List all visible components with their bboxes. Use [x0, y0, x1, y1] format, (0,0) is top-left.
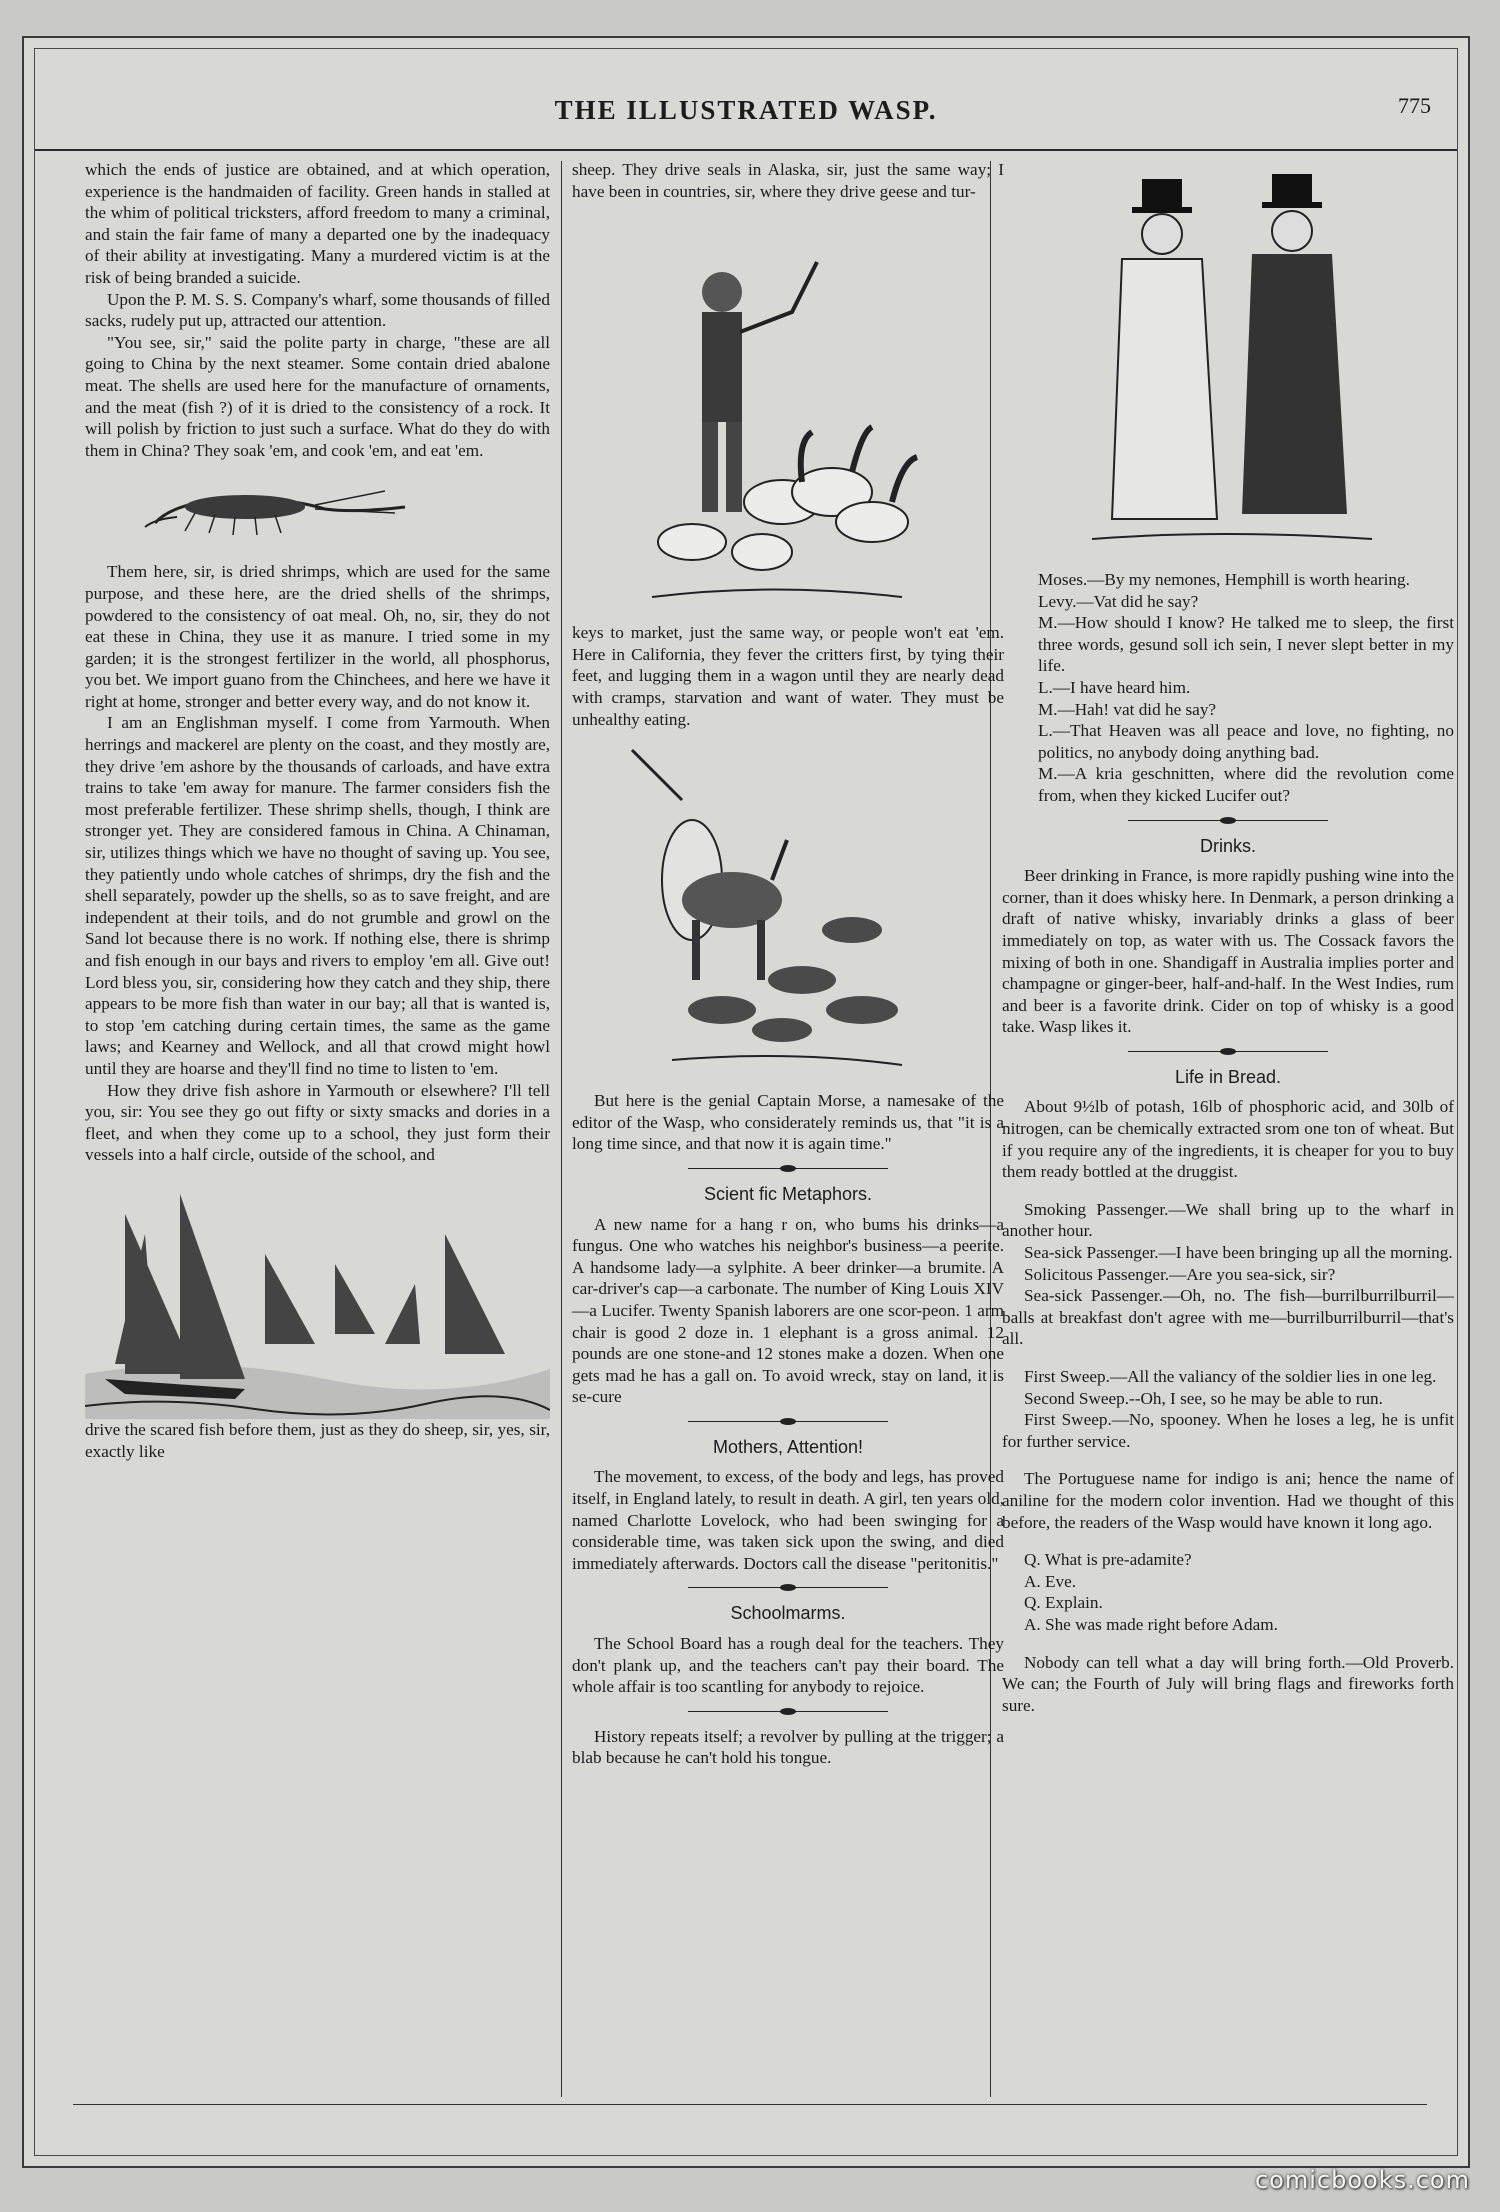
paragraph: Sea-sick Passenger.—Oh, no. The fish—burrilburrilburril—balls at breakfast don't agree with me—burrilburrilburril—that's all. — [1002, 1286, 1454, 1349]
dialogue-line: Moses.—By my nemones, Hemphill is worth hearing. — [1038, 570, 1410, 589]
dialogue-line: L.—I have heard him. — [1038, 677, 1191, 697]
column-rule — [561, 161, 562, 2097]
paragraph: keys to market, just the same way, or people won't eat 'em. Here in California, they fever the critters first, by tying their feet, and lugging them in a wagon until they are nearly dead with cramps, starvation and want of water. They must be unhealthy eating. — [572, 623, 1004, 729]
bottom-rule — [73, 2104, 1427, 2105]
paragraph: Sea-sick Passenger.—I have been bringing up all the morning. — [1024, 1243, 1453, 1263]
paragraph: drive the scared fish before them, just as they do sheep, sir, yes, sir, exactly like — [85, 1419, 550, 1461]
geese-driver-illustration — [572, 202, 1004, 622]
paragraph: sheep. They drive seals in Alaska, sir, just the same way; I have been in countries, sir, where they drive geese and tur- — [572, 160, 1004, 201]
column-1 — [85, 159, 550, 2095]
paragraph: A new name for a hang r on, who bums his drinks—a fungus. One who watches his neighbor's business—a peerite. A handsome lady—a sylphite. A beer drinker—a brumite. A car-driver's cap—a carbonate. The number of King Louis XIV—a Lucifer. Twenty Spanish laborers are one scor-peon. 1 arm chair is good 2 doze in. 1 elephant is a gross animal. 12 pounds are one stone-and 12 stones make a dozen. When one gets mad he has a gall on. To avoid wreck, stay on land, it is se-cure — [572, 1214, 1004, 1407]
paragraph: I am an Englishman myself. I come from Yarmouth. When herrings and mackerel are plenty on the coast, and they mostly are, they drive 'em ashore by the thousands of carloads, and have extra trains to take 'em away for manure. The farmer considers fish the most preferable fertilizer. These shrimp shells, though, I think are stronger yet. They are considered famous in China. A Chinaman, sir, utilizes things which we have no thought of saving up. You see, they patiently undo whole catches of shrimps, dry the fish and the shell separately, powder up the shells, so as to save freight, and are independent at their toils, and do not grumble and growl on the Sand lot because there is no work. If nothing else, there is shrimp and fish enough in our bays and rivers to employ 'em all. Give out! Lord bless you, sir, considering how they catch and they ship, there appears to be more fish than water in our bay; all that is wanted is, to stop 'em catching during certain times, the same as the game laws; and Kearney and Wellock, and all that crowd might howl until they are hoarse and they'll find no time to listen to 'em. — [85, 713, 550, 1078]
section-heading: Scient fic Metaphors. — [703, 1183, 873, 1204]
publication-title: THE ILLUSTRATED WASP. — [554, 95, 938, 125]
dialogue-line: Levy.—Vat did he say? — [1038, 591, 1199, 611]
section-heading: Schoolmarms. — [730, 1603, 846, 1624]
dialogue-line: M.—A kria geschnitten, where did the revolution come from, when they kicked Lucifer out? — [1038, 764, 1454, 805]
paragraph: which the ends of justice are obtained, and at which operation, experience is the handmaiden of facility. Green hands in stalled at the whim of political tricksters, afford freedom to many a criminal, and stain the fair fame of many a departed one by the inadequacy of their ability at investigating. Many a murdered victim is at the risk of being branded a suicide. — [85, 160, 550, 287]
site-watermark: comicbooks.com — [1254, 2166, 1470, 2194]
section-heading: Mothers, Attention! — [712, 1436, 864, 1457]
section-heading: Drinks. — [1199, 835, 1256, 856]
ornamental-divider — [688, 1583, 888, 1593]
paragraph: About 9½lb of potash, 16lb of phosphoric acid, and 30lb of nitrogen, can be chemically extracted srom one ton of wheat. But if you require any of the ingredients, it is cheaper for you to buy them ready bottled at the druggist. — [1002, 1097, 1454, 1182]
ornamental-divider — [1128, 1047, 1328, 1057]
paragraph: How they drive fish ashore in Yarmouth or elsewhere? I'll tell you, sir: You see they go out fifty or sixty smacks and dories in a fleet, and when they come up to a school, they just form their vessels into a half circle, outside of the school, and — [85, 1080, 550, 1165]
shrimp-illustration — [85, 461, 550, 561]
dialogue-line: L.—That Heaven was all peace and love, no fighting, no politics, no anybody doing anything bad. — [1038, 721, 1454, 762]
qa-line: A. Eve. — [1024, 1571, 1077, 1591]
fishing-boats-illustration — [85, 1174, 550, 1419]
two-men-illustration — [1002, 159, 1454, 569]
dialogue-line: M.—How should I know? He talked me to sleep, the first three words, gesund soll ich sein, I never slept better in my life. — [1038, 613, 1454, 676]
column-3 — [1002, 159, 1454, 2095]
qa-line: Q. Explain. — [1024, 1593, 1103, 1613]
ornamental-divider — [688, 1707, 888, 1717]
ornamental-divider — [688, 1417, 888, 1427]
section-heading: Life in Bread. — [1174, 1066, 1282, 1087]
dialogue-line: M.—Hah! vat did he say? — [1038, 699, 1217, 719]
ornamental-divider — [688, 1164, 888, 1174]
paragraph: History repeats itself; a revolver by pulling at the trigger; a blab because he can't hold his tongue. — [572, 1726, 1004, 1768]
paragraph: Second Sweep.--Oh, I see, so he may be able to run. — [1024, 1388, 1383, 1408]
paragraph: The School Board has a rough deal for the teachers. They don't plank up, and the teachers can't pay their board. The whole affair is too scantling for anybody to rejoice. — [572, 1634, 1004, 1697]
paragraph: Nobody can tell what a day will bring forth.—Old Proverb. We can; the Fourth of July will bring flags and fireworks forth sure. — [1002, 1652, 1454, 1715]
page-border — [34, 48, 1458, 2156]
paragraph: Beer drinking in France, is more rapidly pushing wine into the corner, than it does whisky here. In Denmark, a person drinking a draft of native whisky, invariably drinks a glass of beer immediately on top, as water with us. The Cossack favors the mixing of both in one. Shandigaff in Australia implies porter and champagne or ginger-beer, half-and-half. In the West Indies, rum and beer is a favorite drink. Cider on top of whisky is a good take. Wasp likes it. — [1002, 866, 1454, 1037]
column-2 — [572, 159, 1004, 2095]
paragraph: Upon the P. M. S. S. Company's wharf, some thousands of filled sacks, rudely put up, attracted our attention. — [85, 289, 550, 331]
newspaper-page — [22, 36, 1470, 2168]
masthead — [35, 87, 1457, 151]
paragraph: Smoking Passenger.—We shall bring up to the wharf in another hour. — [1002, 1199, 1454, 1241]
paragraph: Solicitous Passenger.—Are you sea-sick, sir? — [1024, 1264, 1336, 1284]
qa-line: A. She was made right before Adam. — [1024, 1614, 1278, 1634]
turkey-driver-illustration — [572, 730, 1004, 1090]
paragraph: First Sweep.—All the valiancy of the soldier lies in one leg. — [1024, 1367, 1437, 1386]
paragraph: Them here, sir, is dried shrimps, which are used for the same purpose, and these here, are the dried shells of the shrimps, powdered to the consistency of oat meal. Oh, no, sir, they do not eat these in China, they use it as manure. I tried some in my garden; it is the strongest fertilizer in the world, all phosphorus, you bet. We import guano from the Chinchees, and here we have it right at home, stronger and better every way, and do not know it. — [85, 562, 550, 711]
paragraph: But here is the genial Captain Morse, a namesake of the editor of the Wasp, who considerately reminds us, that "it is a long time since, and that now it is again time." — [572, 1091, 1004, 1154]
paragraph: "You see, sir," said the polite party in charge, "these are all going to China by the next steamer. Some contain dried abalone meat. The shells are used here for the manufacture of ornaments, and the meat (fish ?) of it is dried to the consistency of a rock. It will polish by friction to just such a surface. What do they do with them in China? They soak 'em, and cook 'em, and eat 'em. — [85, 332, 550, 460]
qa-line: Q. What is pre-adamite? — [1024, 1550, 1192, 1570]
paragraph: The Portuguese name for indigo is ani; hence the name of aniline for the modern color invention. Had we thought of this before, the readers of the Wasp would have known it long ago. — [1002, 1469, 1454, 1532]
paragraph: The movement, to excess, of the body and legs, has proved itself, in England lately, to result in death. A girl, ten years old, named Charlotte Lovelock, who had been swinging for a considerable time, was taken sick upon the swing, and died immediately afterwards. Doctors call the disease "peritonitis." — [572, 1467, 1004, 1573]
ornamental-divider — [1128, 816, 1328, 826]
paragraph: First Sweep.—No, spooney. When he loses a leg, he is unfit for further service. — [1002, 1410, 1454, 1451]
page-number: 775 — [1398, 93, 1431, 118]
